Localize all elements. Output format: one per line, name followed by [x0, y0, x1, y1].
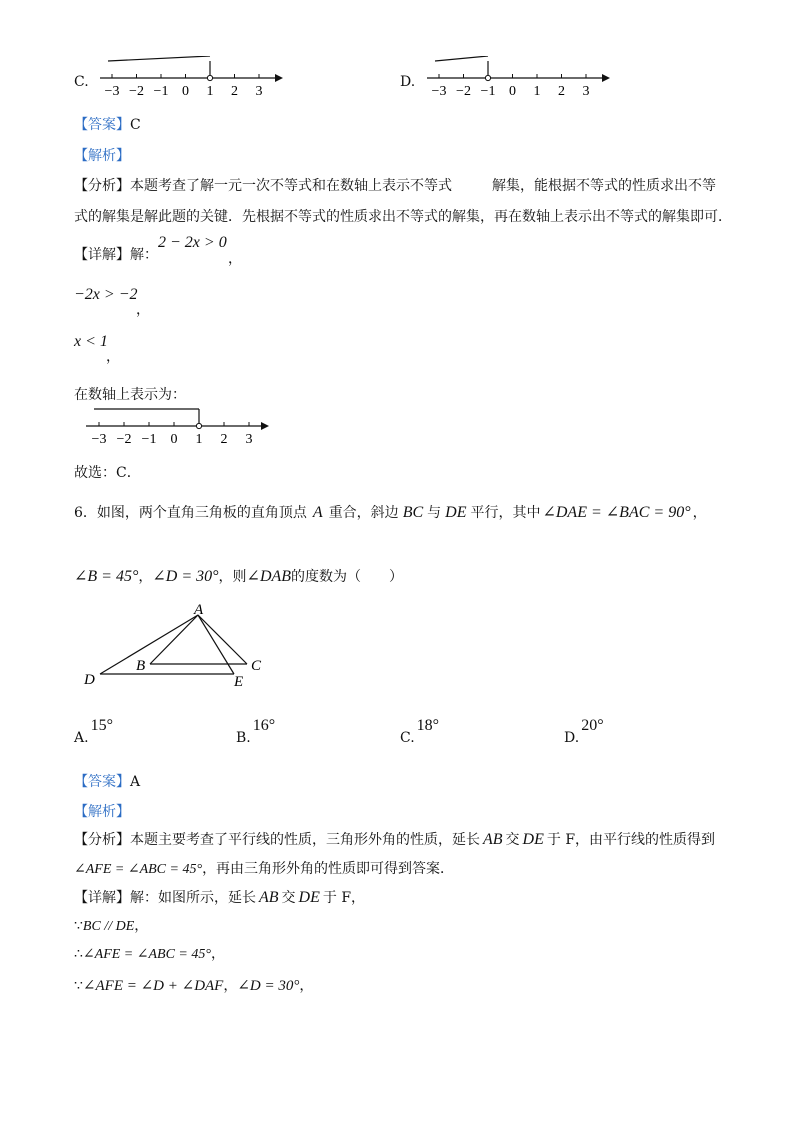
q5-eq3-tail: ， — [106, 349, 120, 365]
q5-answer-line — [74, 114, 141, 134]
q6-seg-bc: BC — [402, 504, 424, 521]
q5-eq2: −2x > −2 — [74, 286, 138, 303]
q6-label-c: C — [251, 658, 262, 674]
q6-label-b: B — [136, 658, 146, 674]
tick-label: −1 — [141, 432, 157, 447]
option-d-letter: D. — [400, 74, 416, 90]
q6-figure — [80, 598, 280, 693]
tick-label: 0 — [170, 432, 178, 447]
q5-fenxi-tag: 【分析】 — [74, 178, 130, 194]
tick-label: 3 — [245, 432, 253, 447]
q5-fenxi-text1b: 解集，能根据不等式的性质求出不等 — [492, 178, 716, 194]
tick-label: 1 — [195, 432, 203, 447]
q6-answer-tag: 【答案】 — [74, 774, 130, 790]
q6-label-a: A — [194, 602, 204, 618]
q6-choice-b: B.16° — [236, 717, 276, 746]
q5-detail-tag: 【详解】 — [74, 247, 130, 263]
q5-answer-tag: 【答案】 — [74, 117, 130, 133]
tick-label: 0 — [509, 84, 516, 99]
tick-label: −2 — [456, 84, 471, 99]
q5-numberline-caption: 在数轴上表示为： — [74, 387, 186, 403]
tick-label: −2 — [116, 432, 132, 447]
tick-label: 3 — [582, 84, 590, 99]
q5-detail-prefix: 解： — [130, 247, 158, 263]
tick-label: 1 — [533, 84, 541, 99]
tick-label: −1 — [480, 84, 496, 99]
tick-label: 3 — [255, 84, 263, 99]
q5-number-line — [86, 402, 271, 447]
q5-analysis-tag: 【解析】 — [74, 148, 130, 164]
q5-answer-value: C — [130, 117, 141, 133]
option-d-number-line — [427, 56, 612, 101]
q6-stem-line1: 6．如图，两个直角三角板的直角顶点 A 重合，斜边 BC 与 DE 平行，其中 ∠DAE = ∠BAC = 90° ， — [74, 504, 707, 521]
q6-therefore-line1: ∴∠AFE = ∠ABC = 45°， — [74, 946, 225, 962]
q5-detail-line — [74, 244, 158, 264]
q6-answer-line — [74, 771, 140, 791]
option-c-letter: C. — [74, 74, 89, 90]
q5-fenxi-line1 — [74, 175, 716, 195]
q6-angle-dab: ∠DAB — [246, 568, 292, 585]
q6-choice-a: A.15° — [74, 717, 113, 746]
q6-seg-de: DE — [445, 504, 467, 521]
q6-choice-c: C.18° — [400, 717, 440, 746]
q5-eq1-tail: ， — [228, 251, 242, 267]
q5-eq2-tail: ， — [136, 302, 150, 318]
q6-analysis-tag: 【解析】 — [74, 804, 130, 820]
q6-point-a: A — [312, 504, 323, 521]
q5-fenxi-text1a: 本题考查了解一元一次不等式和在数轴上表示不等式 — [130, 178, 452, 194]
tick-label: −3 — [431, 84, 447, 99]
tick-label: 2 — [220, 432, 228, 447]
q5-eq1: 2 − 2x > 0 — [158, 234, 227, 251]
tick-label: 2 — [558, 84, 565, 99]
q5-fenxi-line2: 式的解集是解此题的关键．先根据不等式的性质求出不等式的解集，再在数轴上表示出不等式的解集即可． — [74, 209, 732, 225]
q6-because-line1: ∵BC // DE， — [74, 918, 149, 934]
q6-label-d: D — [84, 672, 95, 688]
q5-eq3: x < 1 — [74, 333, 108, 350]
q6-because-line2: ∵∠AFE = ∠D + ∠DAF，∠D = 30°， — [74, 978, 314, 994]
q6-label-e: E — [234, 674, 244, 690]
q5-conclusion: 故选：C． — [74, 465, 141, 481]
q6-answer-value: A — [130, 774, 141, 790]
tick-label: 0 — [182, 84, 189, 99]
tick-label: 1 — [206, 84, 214, 99]
q6-choice-d: D.20° — [564, 717, 604, 746]
tick-label: −3 — [104, 84, 120, 99]
tick-label: −2 — [129, 84, 144, 99]
q6-eq-angle-d: ∠D = 30° — [152, 568, 219, 585]
q6-eq-angle-b: ∠B = 45° — [74, 568, 139, 585]
q6-detail-line1: 【详解】解：如图所示，延长 AB 交 DE 于 F， — [74, 889, 366, 906]
q6-fenxi-line2: ∠AFE = ∠ABC = 45°，再由三角形外角的性质即可得到答案． — [74, 861, 455, 877]
q6-eq-right-angles: ∠DAE = ∠BAC = 90° — [542, 504, 691, 521]
tick-label: −1 — [153, 84, 169, 99]
tick-label: 2 — [231, 84, 238, 99]
q6-fenxi-line1: 【分析】本题主要考查了平行线的性质，三角形外角的性质，延长 AB 交 DE 于 F，由平行线的性质得到 — [74, 831, 716, 848]
q6-stem-line2: ∠B = 45°，∠D = 30°，则∠DAB的度数为（ ） — [74, 568, 404, 585]
tick-label: −3 — [91, 432, 107, 447]
option-c-number-line — [100, 56, 285, 101]
